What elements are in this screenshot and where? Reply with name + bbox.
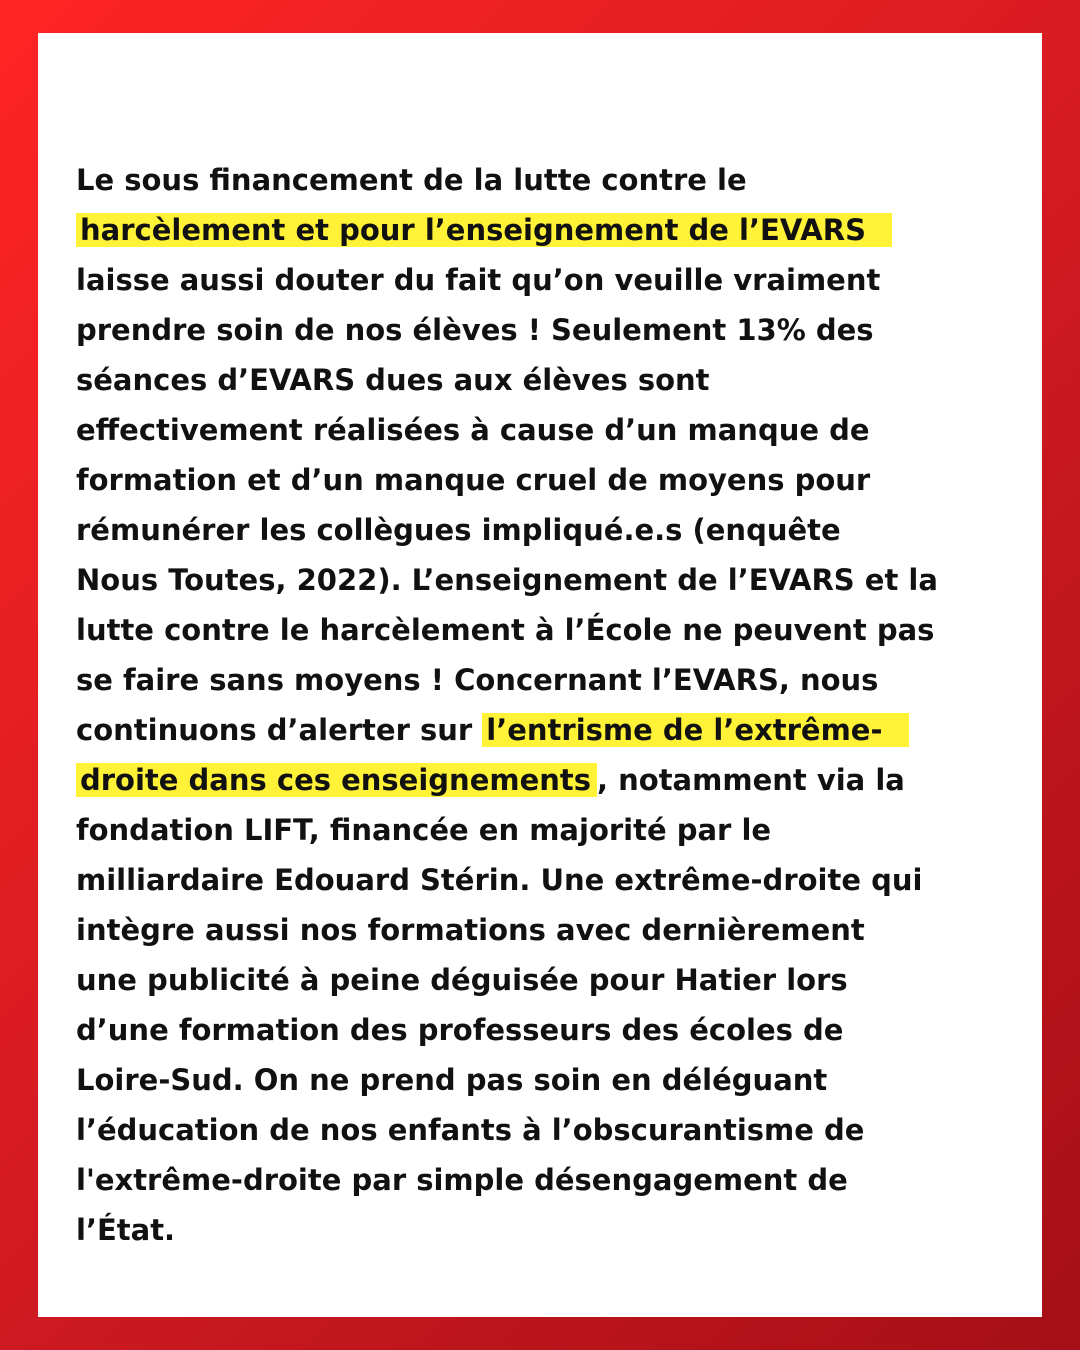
text-part-2: laisse aussi douter du fait qu’on veuille vraiment prendre soin de nos élèves ! Seulement 13% des séances d’EVARS dues aux élèves sont effectivement réalisées à cause d’un manque de formation et d’un manque cruel de moyens pour rémunérer les collègues impliqué.e.s (enquête Nous Toutes, 2022). L’enseignement de l’EVARS et la lutte contre le harcèlement à l’École ne peuvent pas se faire sans moyens ! Concernant l’EVARS, nous continuons d’alerter sur [76,263,938,747]
highlight-harcelement: harcèlement et pour l’enseignement de l’EVARS [76,213,892,247]
highlight-entrisme-line1: l’entrisme de l’extrême- [482,713,908,747]
text-card [38,33,1042,1317]
body-paragraph [76,155,1016,1255]
highlight-entrisme-line2: droite dans ces enseignements [76,763,597,797]
text-part-1: Le sous financement de la lutte contre le [76,163,747,197]
text-part-3: , notamment via la fondation LIFT, financée en majorité par le milliardaire Edouard Stérin. Une extrême-droite qui intègre aussi nos formations avec dernièrement une publicité à peine déguisée pour Hatier lors d’une formation des professeurs des écoles de Loire-Sud. On ne prend pas soin en déléguant l’éducation de nos enfants à l’obscurantisme de l'extrême-droite par simple désengagement de l’État. [76,763,923,1247]
